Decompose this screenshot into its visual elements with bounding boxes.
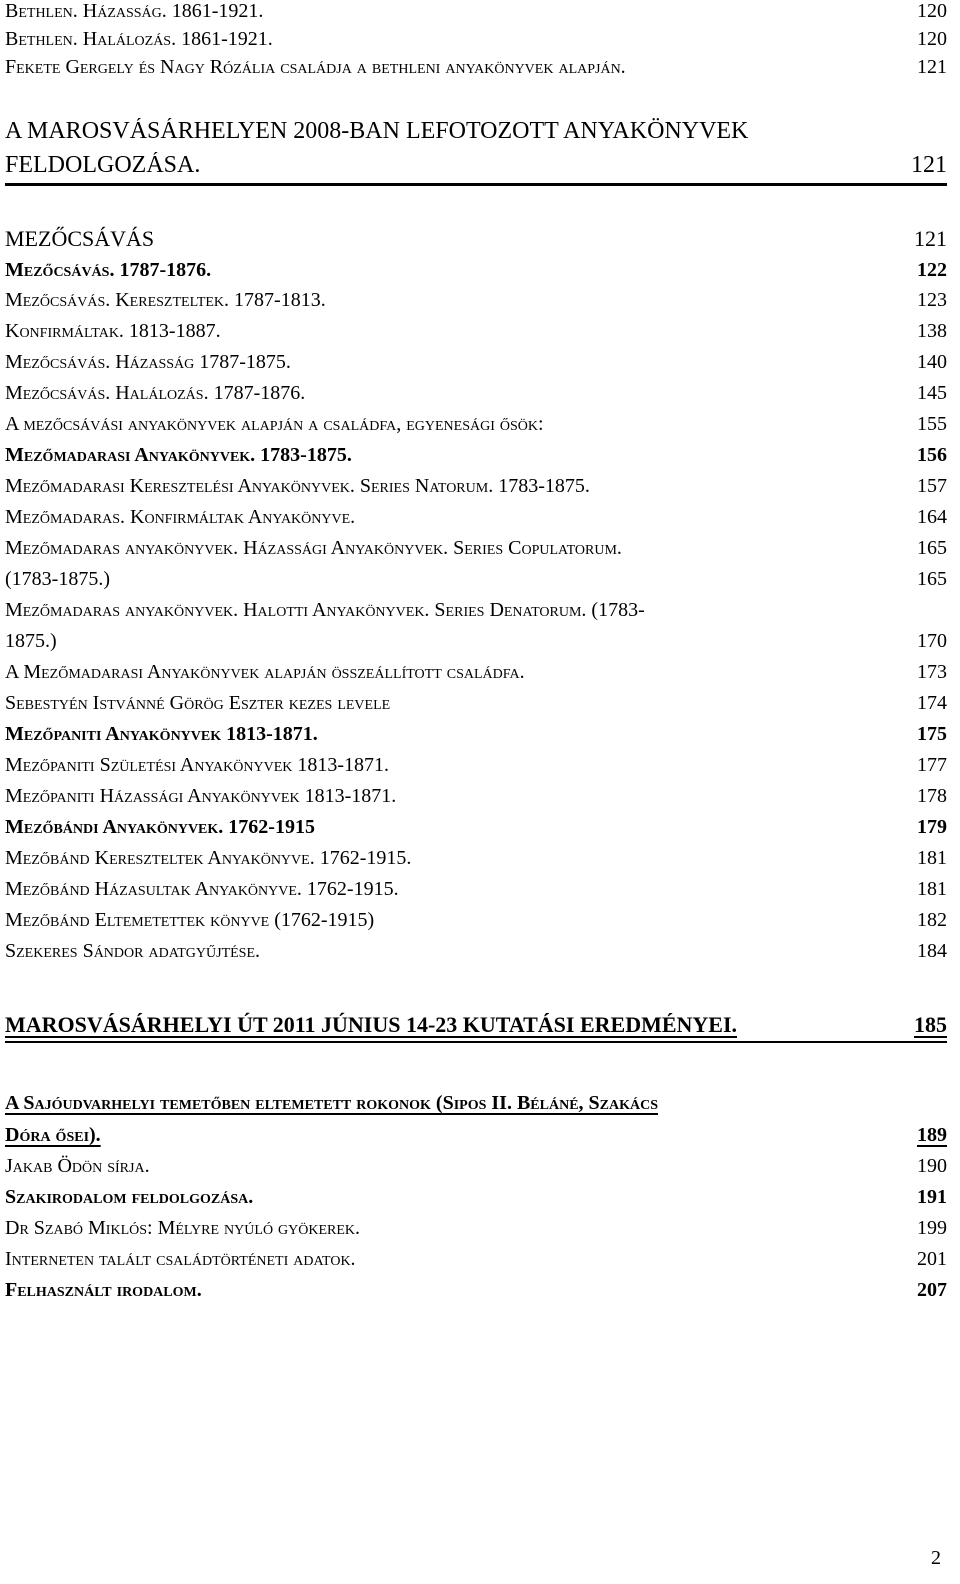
toc-entry-page: 174 [917,692,947,714]
toc-entry-mezocsavas-1787[interactable] [5,259,947,282]
toc-entry-page: 177 [917,754,947,776]
toc-entry-mezopaniti-anyakonyvek[interactable] [5,723,947,746]
toc-entry-page: 145 [917,382,947,404]
toc-entry-title: A Sajóudvarhelyi temetőben eltemetett rokonok (Sipos II. Béláné, Szakács [5,1092,658,1114]
toc-entry-title: Mezőcsávás. Halálozás. 1787-1876. [5,382,306,404]
toc-entry-mezomadaras-halotti[interactable] [5,599,947,622]
toc-entry-jakab-odon-sirja[interactable] [5,1155,947,1178]
toc-entry-interneten-talalt-adatok[interactable] [5,1248,947,1271]
toc-entry-szakirodalom-feldolgozasa[interactable] [5,1186,947,1209]
toc-entry-title: Mezőpaniti Házassági Anyakönyvek 1813-1871. [5,785,397,807]
toc-entry-title: MAROSVÁSÁRHELYI ÚT 2011 JÚNIUS 14-23 KUTATÁSI EREDMÉNYEI. [5,1012,738,1037]
toc-entry-page: 178 [917,785,947,807]
toc-entry-page: 173 [917,661,947,683]
toc-entry-mezomadarasi-csaladfa[interactable] [5,661,947,684]
toc-entry-mezopaniti-szuletesi[interactable] [5,754,947,777]
toc-entry-page: 179 [917,816,947,838]
toc-entry-page: 207 [917,1279,947,1301]
toc-entry-page: 181 [917,878,947,900]
toc-entry-page: 165 [917,568,947,590]
toc-entry-title: Mezőcsávás. Házasság 1787-1875. [5,351,291,373]
toc-entry-title: Dr Szabó Miklós: Mélyre nyúló gyökerek. [5,1217,361,1239]
section-divider-rule [5,183,947,186]
toc-entry-mezomadaras-konfirmaltak[interactable] [5,506,947,529]
toc-entry-title: A MAROSVÁSÁRHELYEN 2008-BAN LEFOTOZOTT ANYAKÖNYVEK [5,118,749,144]
toc-entry-title: Mezőbándi Anyakönyvek. 1762-1915 [5,816,315,838]
toc-entry-title: Sebestyén Istvánné Görög Eszter kezes levele [5,692,391,714]
toc-entry-title: Mezőmadaras. Konfirmáltak Anyakönyve. [5,506,356,528]
toc-entry-title: Mezőmadarasi Keresztelési Anyakönyvek. Series Natorum. 1783-1875. [5,475,590,497]
toc-entry-mezomadaras-hazassagi[interactable] [5,537,947,560]
toc-entry-mezocsavas-hazassag[interactable] [5,351,947,374]
toc-entry-page: 190 [917,1155,947,1177]
toc-entry-mezomadarasi-keresztelesi[interactable] [5,475,947,498]
toc-entry-page: 121 [917,56,947,78]
toc-entry-bethlen-halalozas[interactable] [5,28,947,51]
toc-entry-mezomadaras-hazassagi-years[interactable] [5,568,947,591]
toc-entry-title: MEZŐCSÁVÁS [5,226,155,251]
toc-entry-fekete-gergely[interactable] [5,56,947,79]
toc-entry-page: 185 [914,1012,947,1037]
page-number: 2 [931,1547,941,1569]
toc-entry-title: (1783-1875.) [5,568,110,590]
toc-section-marosvasarhely-line2[interactable] [5,152,947,179]
toc-entry-title: Interneten talált családtörténeti adatok. [5,1248,356,1270]
toc-entry-title: Mezőbánd Kereszteltek Anyakönyve. 1762-1915. [5,847,412,869]
toc-entry-title: Bethlen. Halálozás. 1861-1921. [5,28,273,50]
toc-entry-page: 123 [917,289,947,311]
toc-entry-page: 140 [917,351,947,373]
toc-entry-konfirmaltak[interactable] [5,320,947,343]
toc-section-marosvasarhely-line1[interactable] [5,118,947,145]
toc-entry-mezomadarasi-anyakonyvek[interactable] [5,444,947,467]
toc-entry-title: Mezőmadaras anyakönyvek. Házassági Anyakönyvek. Series Copulatorum. [5,537,622,559]
toc-section-marosvasarhelyi-ut-2011[interactable] [5,1012,947,1038]
toc-entry-title: Konfirmáltak. 1813-1887. [5,320,221,342]
toc-section-mezocsavas[interactable] [5,226,947,252]
toc-entry-page: 170 [917,630,947,652]
toc-entry-page: 121 [911,152,947,178]
toc-entry-title: Mezőcsávás. 1787-1876. [5,259,212,281]
toc-entry-title: FELDOLGOZÁSA. [5,152,201,178]
toc-entry-title: Fekete Gergely és Nagy Rózália családja a bethleni anyakönyvek alapján. [5,56,626,78]
toc-entry-title: Bethlen. Házasság. 1861-1921. [5,0,264,22]
toc-entry-felhasznalt-irodalom[interactable] [5,1279,947,1302]
toc-entry-title: Mezőmadaras anyakönyvek. Halotti Anyakönyvek. Series Denatorum. (1783- [5,599,645,621]
toc-entry-page: 164 [917,506,947,528]
toc-entry-title: Jakab Ödön sírja. [5,1155,150,1177]
toc-entry-sajoudvarhelyi-temeto-line1[interactable] [5,1092,947,1115]
toc-entry-title: Mezőmadarasi Anyakönyvek. 1783-1875. [5,444,352,466]
section-underline-rule [5,1041,947,1043]
toc-entry-mezocsavasi-csaladfa[interactable] [5,413,947,436]
toc-entry-page: 189 [917,1124,947,1146]
toc-entry-title: Mezőcsávás. Kereszteltek. 1787-1813. [5,289,326,311]
toc-entry-mezomadaras-halotti-years[interactable] [5,630,947,653]
toc-entry-title: Mezőbánd Házasultak Anyakönyve. 1762-1915. [5,878,399,900]
toc-entry-page: 157 [917,475,947,497]
toc-entry-title: A Mezőmadarasi Anyakönyvek alapján összeállított családfa. [5,661,525,683]
toc-entry-title: Mezőpaniti Anyakönyvek 1813-1871. [5,723,318,745]
toc-entry-mezobandi-anyakonyvek[interactable] [5,816,947,839]
toc-entry-page: 138 [917,320,947,342]
toc-entry-title: Szakirodalom feldolgozása. [5,1186,254,1208]
toc-entry-bethlen-hazassag[interactable] [5,0,947,23]
toc-entry-page: 121 [914,226,947,251]
toc-entry-page: 120 [917,0,947,22]
toc-entry-mezocsavas-kereszteltek[interactable] [5,289,947,312]
toc-entry-page: 182 [917,909,947,931]
toc-entry-szekeres-adatgyujtese[interactable] [5,940,947,963]
toc-entry-title: A mezőcsávási anyakönyvek alapján a családfa, egyenesági ősök: [5,413,544,435]
toc-entry-title: Felhasznált irodalom. [5,1279,202,1301]
toc-entry-page: 155 [917,413,947,435]
toc-entry-szabo-miklos[interactable] [5,1217,947,1240]
toc-entry-mezopaniti-hazassagi[interactable] [5,785,947,808]
toc-entry-page: 191 [917,1186,947,1208]
toc-entry-mezoband-hazasultak[interactable] [5,878,947,901]
toc-entry-page: 184 [917,940,947,962]
toc-entry-page: 181 [917,847,947,869]
toc-entry-sebestyen-kezes-level[interactable] [5,692,947,715]
toc-entry-title: Szekeres Sándor adatgyűjtése. [5,940,261,962]
toc-entry-page: 120 [917,28,947,50]
toc-entry-mezoband-kereszteltek[interactable] [5,847,947,870]
toc-entry-title: Mezőbánd Eltemetettek könyve (1762-1915) [5,909,375,931]
toc-entry-title: Dóra ősei). [5,1124,101,1146]
toc-entry-page: 201 [917,1248,947,1270]
toc-entry-page: 175 [917,723,947,745]
toc-entry-title: 1875.) [5,630,57,652]
toc-entry-sajoudvarhelyi-temeto-line2[interactable] [5,1124,947,1147]
toc-entry-page: 165 [917,537,947,559]
toc-entry-page: 156 [917,444,947,466]
toc-entry-page: 122 [917,259,947,281]
toc-entry-mezocsavas-halalozas[interactable] [5,382,947,405]
toc-entry-page: 199 [917,1217,947,1239]
toc-entry-title: Mezőpaniti Születési Anyakönyvek 1813-1871. [5,754,390,776]
toc-entry-mezoband-eltemetettek[interactable] [5,909,947,932]
